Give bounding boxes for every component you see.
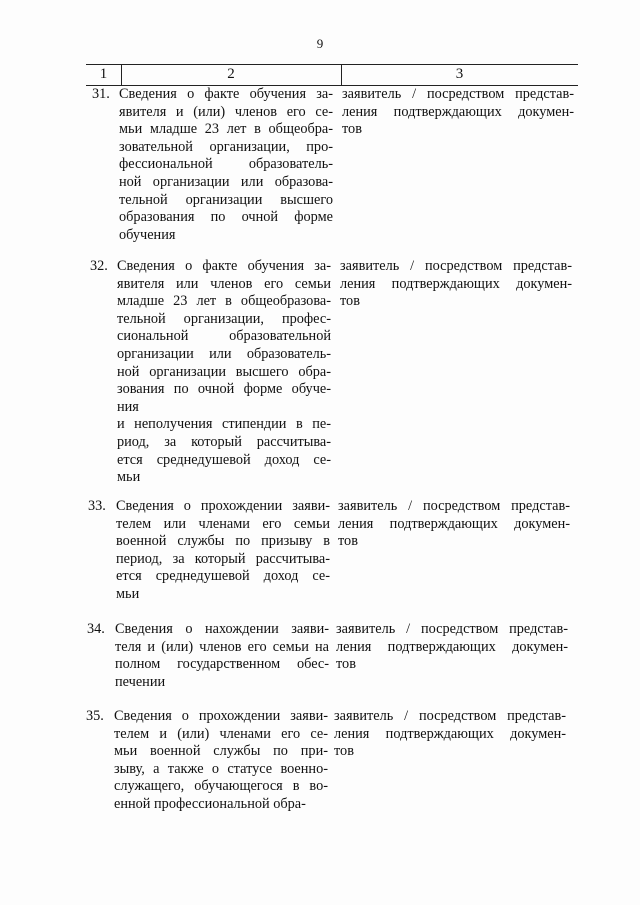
description-line: мьи xyxy=(117,469,141,486)
description-line: Сведения о факте обучения за- xyxy=(117,258,331,274)
description-line: риод, за который рассчитыва- xyxy=(117,433,331,450)
source-line: заявитель / посредством представ- xyxy=(334,708,566,724)
description-line: телем или членами его семьи xyxy=(116,515,330,532)
description-line: мьи xyxy=(116,585,140,602)
source-line: ления подтверждающих докумен- xyxy=(334,725,566,742)
description-line: ния xyxy=(117,398,139,415)
description-line: Сведения о прохождении заяви- xyxy=(116,498,330,514)
description-line: образования по очной форме xyxy=(119,209,333,226)
description-line: зовательной организации, про- xyxy=(119,138,333,155)
description-line: обучения xyxy=(119,226,176,243)
row-number: 31. xyxy=(92,86,110,102)
source-line: заявитель / посредством представ- xyxy=(336,621,568,637)
row-source xyxy=(342,86,574,139)
row-number: 34. xyxy=(87,621,105,637)
source-line: ления подтверждающих докумен- xyxy=(340,275,572,292)
description-line: период, за который рассчитыва- xyxy=(116,550,330,567)
description-line: Сведения о нахождении заяви- xyxy=(115,621,329,637)
description-line: сиональной образовательной xyxy=(117,328,331,345)
source-line: заявитель / посредством представ- xyxy=(340,258,572,274)
description-line: Сведения о прохождении заяви- xyxy=(114,708,328,724)
description-line: енной профессиональной обра- xyxy=(114,795,306,812)
row-description xyxy=(115,621,329,691)
row-description xyxy=(119,86,333,244)
source-line: тов xyxy=(336,656,356,673)
description-line: ной организации или образова- xyxy=(119,173,333,190)
row-source xyxy=(336,621,568,674)
row-source xyxy=(338,498,570,551)
row-description xyxy=(114,708,328,814)
table-header xyxy=(86,64,578,86)
description-line: телем и (или) членами его се- xyxy=(114,725,328,742)
row-number: 32. xyxy=(90,258,108,274)
description-line: явителя или членов его семьи xyxy=(117,275,331,292)
row-description xyxy=(116,498,330,604)
description-line: фессиональной образователь- xyxy=(119,156,333,173)
source-line: ления подтверждающих докумен- xyxy=(342,103,574,120)
row-number: 33. xyxy=(88,498,106,514)
description-line: служащего, обучающегося в во- xyxy=(114,778,328,795)
description-line: военной службы по призыву в xyxy=(116,533,330,550)
description-line: младше 23 лет в общеобразова- xyxy=(117,293,331,310)
description-line: тельной организации высшего xyxy=(119,191,333,208)
column-header-1: 1 xyxy=(99,66,108,82)
source-line: ления подтверждающих докумен- xyxy=(336,638,568,655)
source-line: тов xyxy=(334,743,354,760)
description-line: ется среднедушевой доход се- xyxy=(117,451,331,468)
description-line: и неполучения стипендии в пе- xyxy=(117,416,331,433)
page-number: 9 xyxy=(316,36,324,51)
source-line: тов xyxy=(342,121,362,138)
source-line: заявитель / посредством представ- xyxy=(342,86,574,102)
row-description xyxy=(117,258,331,487)
source-line: заявитель / посредством представ- xyxy=(338,498,570,514)
description-line: теля и (или) членов его семьи на xyxy=(115,638,329,655)
description-line: организации или образователь- xyxy=(117,345,331,362)
description-line: ется среднедушевой доход се- xyxy=(116,568,330,585)
source-line: тов xyxy=(338,533,358,550)
description-line: полном государственном обес- xyxy=(115,656,329,673)
description-line: зыву, а также о статусе военно- xyxy=(114,760,328,777)
row-number: 35. xyxy=(86,708,104,724)
description-line: мьи военной службы по при- xyxy=(114,743,328,760)
description-line: тельной организации, профес- xyxy=(117,310,331,327)
source-line: ления подтверждающих докумен- xyxy=(338,515,570,532)
row-source xyxy=(334,708,566,761)
column-header-3: 3 xyxy=(455,66,464,82)
description-line: Сведения о факте обучения за- xyxy=(119,86,333,102)
description-line: явителя и (или) членов его се- xyxy=(119,103,333,120)
column-header-2: 2 xyxy=(227,66,235,82)
description-line: зования по очной форме обуче- xyxy=(117,381,331,398)
description-line: ной организации высшего обра- xyxy=(117,363,331,380)
row-source xyxy=(340,258,572,311)
description-line: мьи младше 23 лет в общеобра- xyxy=(119,121,333,138)
description-line: печении xyxy=(115,673,166,690)
source-line: тов xyxy=(340,293,360,310)
